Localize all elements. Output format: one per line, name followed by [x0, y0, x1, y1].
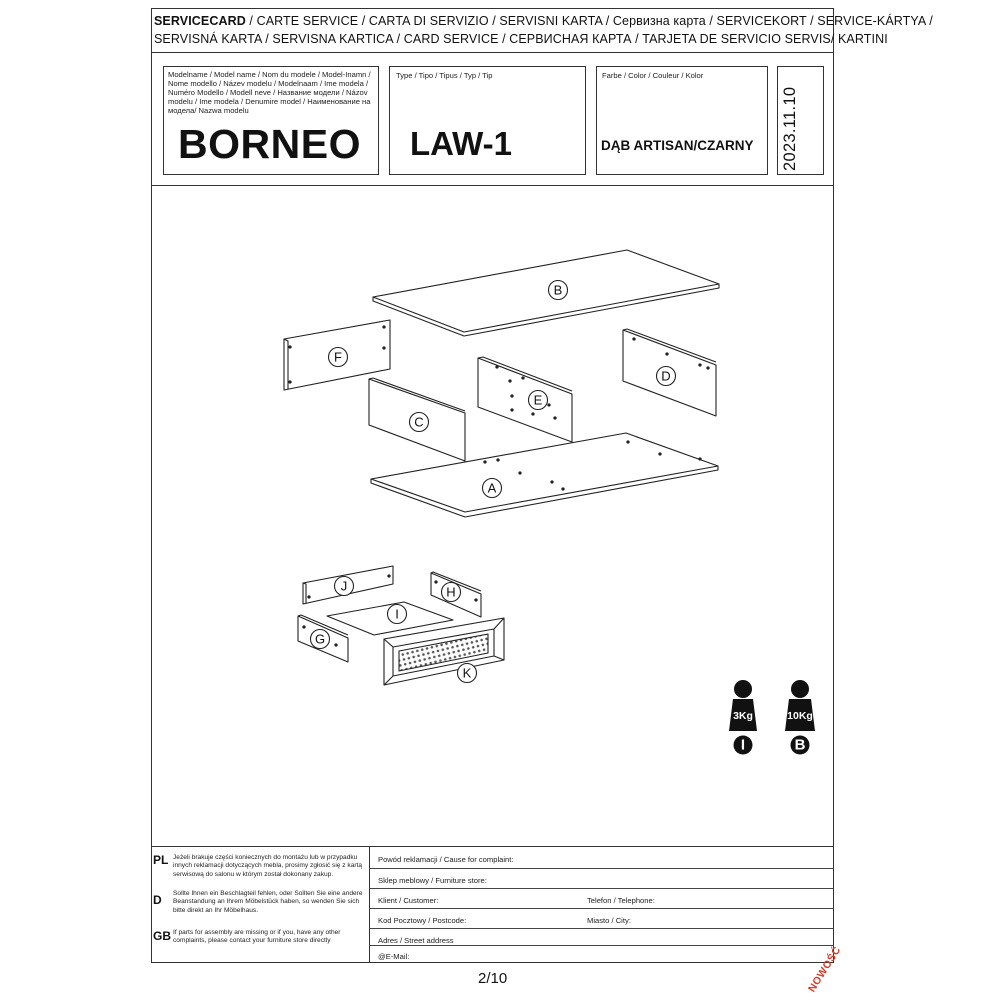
- part-letter-j: J: [340, 578, 348, 594]
- weight-part-2: B: [794, 736, 806, 754]
- new-stamp: NOWOŚĆ: [806, 944, 844, 995]
- address-field-label: Adres / Street address: [378, 936, 454, 945]
- form-row-customer: [369, 888, 834, 908]
- weight-icon-3kg: [729, 680, 757, 755]
- part-letter-g: G: [314, 631, 326, 647]
- lang-code-pl: PL: [153, 853, 169, 867]
- store-field-label: Sklep meblowy / Furniture store:: [378, 876, 487, 885]
- lang-code-d: D: [153, 893, 162, 907]
- panel-b: [373, 250, 719, 336]
- color-label: Farbe / Color / Couleur / Kolor: [602, 71, 704, 80]
- form-row-email: [369, 945, 834, 963]
- part-letter-f: F: [334, 349, 342, 365]
- form-row-postcode: [369, 908, 834, 928]
- part-letter-e: E: [533, 392, 543, 408]
- color-value: DĄB ARTISAN/CZARNY: [601, 138, 754, 153]
- form-row-complaint: [369, 848, 834, 868]
- date-value: 2023.11.10: [781, 86, 799, 171]
- page-number: 2/10: [478, 970, 508, 987]
- type-value: LAW-1: [410, 125, 512, 162]
- header-line-1: SERVICECARD / CARTE SERVICE / CARTA DI SERVIZIO / SERVISNI KARTA / Сервизна карта / SERVICEKORT / SERVICE-KÁRTYA /: [154, 14, 933, 28]
- form-row-store: [369, 868, 834, 888]
- city-field-label: Miasto / City:: [587, 916, 631, 925]
- lang-text-pl: Jeżeli brakuje części koniecznych do montażu lub w przypadku innych reklamacji dotyczących mebla, prosimy zgłosić się z kartą serwisową do salonu w którym został dokonany zakup.: [173, 854, 363, 878]
- part-letter-c: C: [414, 414, 424, 430]
- type-label: Type / Tipo / Tipus / Typ / Tip: [396, 71, 493, 80]
- customer-field-label: Klient / Customer:: [378, 896, 439, 905]
- weight-part-1: I: [740, 736, 746, 754]
- email-field-label: @E-Mail:: [378, 952, 410, 961]
- lang-code-gb: GB: [153, 929, 171, 943]
- part-letter-k: K: [462, 665, 472, 681]
- part-letter-h: H: [446, 584, 456, 600]
- weight-value-2: 10Kg: [787, 710, 813, 722]
- weight-icon-10kg: [785, 680, 815, 755]
- lang-text-gb: If parts for assembly are missing or if you, have any other complaints, please contact your furniture store directly: [173, 929, 341, 945]
- model-name: BORNEO: [178, 121, 361, 167]
- footer-divider: [151, 846, 834, 847]
- part-letter-i: I: [395, 606, 399, 622]
- header-line-2: SERVISNÁ KARTA / SERVISNA KARTICA / CARD SERVICE / СЕРВИСНАЯ КАРТА / TARJETA DE SERVICIO SERVIS/ KARTINI: [154, 32, 888, 46]
- part-letter-b: B: [553, 282, 563, 298]
- postcode-field-label: Kod Pocztowy / Postcode:: [378, 916, 467, 925]
- weight-value-1: 3Kg: [733, 710, 753, 722]
- part-letter-d: D: [661, 368, 671, 384]
- model-label: Modelname / Model name / Nom du modele / Model-Inamn / Nome modello / Název modelu / Modelnaam / Ime modela / Numéro Modello / Modell neve / Название модели / Názov modelu / Ime modela / Denumire model / Наименование на модела/ Nazwa modelu: [168, 70, 371, 115]
- lang-text-d: Sollte Ihnen ein Beschlagteil fehlen, oder Sollten Sie eine andere Beanstandung an Ihrem Möbelstück haben, so wenden Sie sich bitte direkt an Ihr Möbelhaus.: [173, 890, 363, 914]
- complaint-field-label: Powód reklamacji / Cause for complaint:: [378, 855, 514, 864]
- panel-e: [478, 357, 572, 442]
- part-letter-a: A: [487, 480, 497, 496]
- phone-field-label: Telefon / Telephone:: [587, 896, 655, 905]
- weight-indicators: [729, 680, 815, 755]
